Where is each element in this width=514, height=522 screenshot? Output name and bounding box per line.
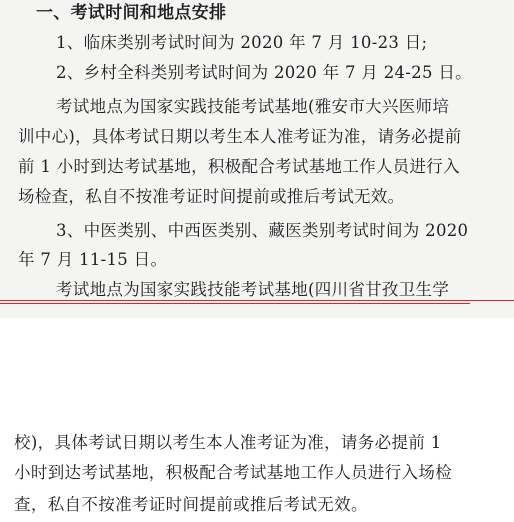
- paragraph-line: 查，私自不按准考证时间提前或推后考试无效。: [14, 495, 368, 514]
- paragraph-line: 年 7 月 11-15 日。: [18, 250, 168, 269]
- paragraph-line: 场检查，私自不按准考证时间提前或推后考试无效。: [18, 187, 405, 206]
- paragraph-line: 3、中医类别、中西医类别、藏医类别考试时间为 2020: [56, 221, 469, 240]
- red-divider-line: [0, 300, 514, 301]
- section-heading: 一、考试时间和地点安排: [36, 3, 227, 23]
- paragraph-line: 训中心)，具体考试日期以考生本人准考证为准，请务必提前: [18, 127, 462, 146]
- paragraph-line: 2、乡村全科类别考试时间为 2020 年 7 月 24-25 日。: [56, 63, 472, 82]
- paragraph-line: 校)，具体考试日期以考生本人准考证为准，请务必提前 1: [14, 433, 442, 452]
- red-divider-line: [0, 303, 470, 304]
- paragraph-line: 考试地点为国家实践技能考试基地(四川省甘孜卫生学: [56, 280, 450, 299]
- paragraph-line: 小时到达考试基地，积极配合考试基地工作人员进行入场检: [14, 463, 453, 482]
- paragraph-line: 1、临床类别考试时间为 2020 年 7 月 10-23 日;: [56, 33, 428, 52]
- paragraph-line: 考试地点为国家实践技能考试基地(雅安市大兴医师培: [56, 97, 450, 116]
- paragraph-line: 前 1 小时到达考试基地，积极配合考试基地工作人员进行入: [18, 157, 460, 176]
